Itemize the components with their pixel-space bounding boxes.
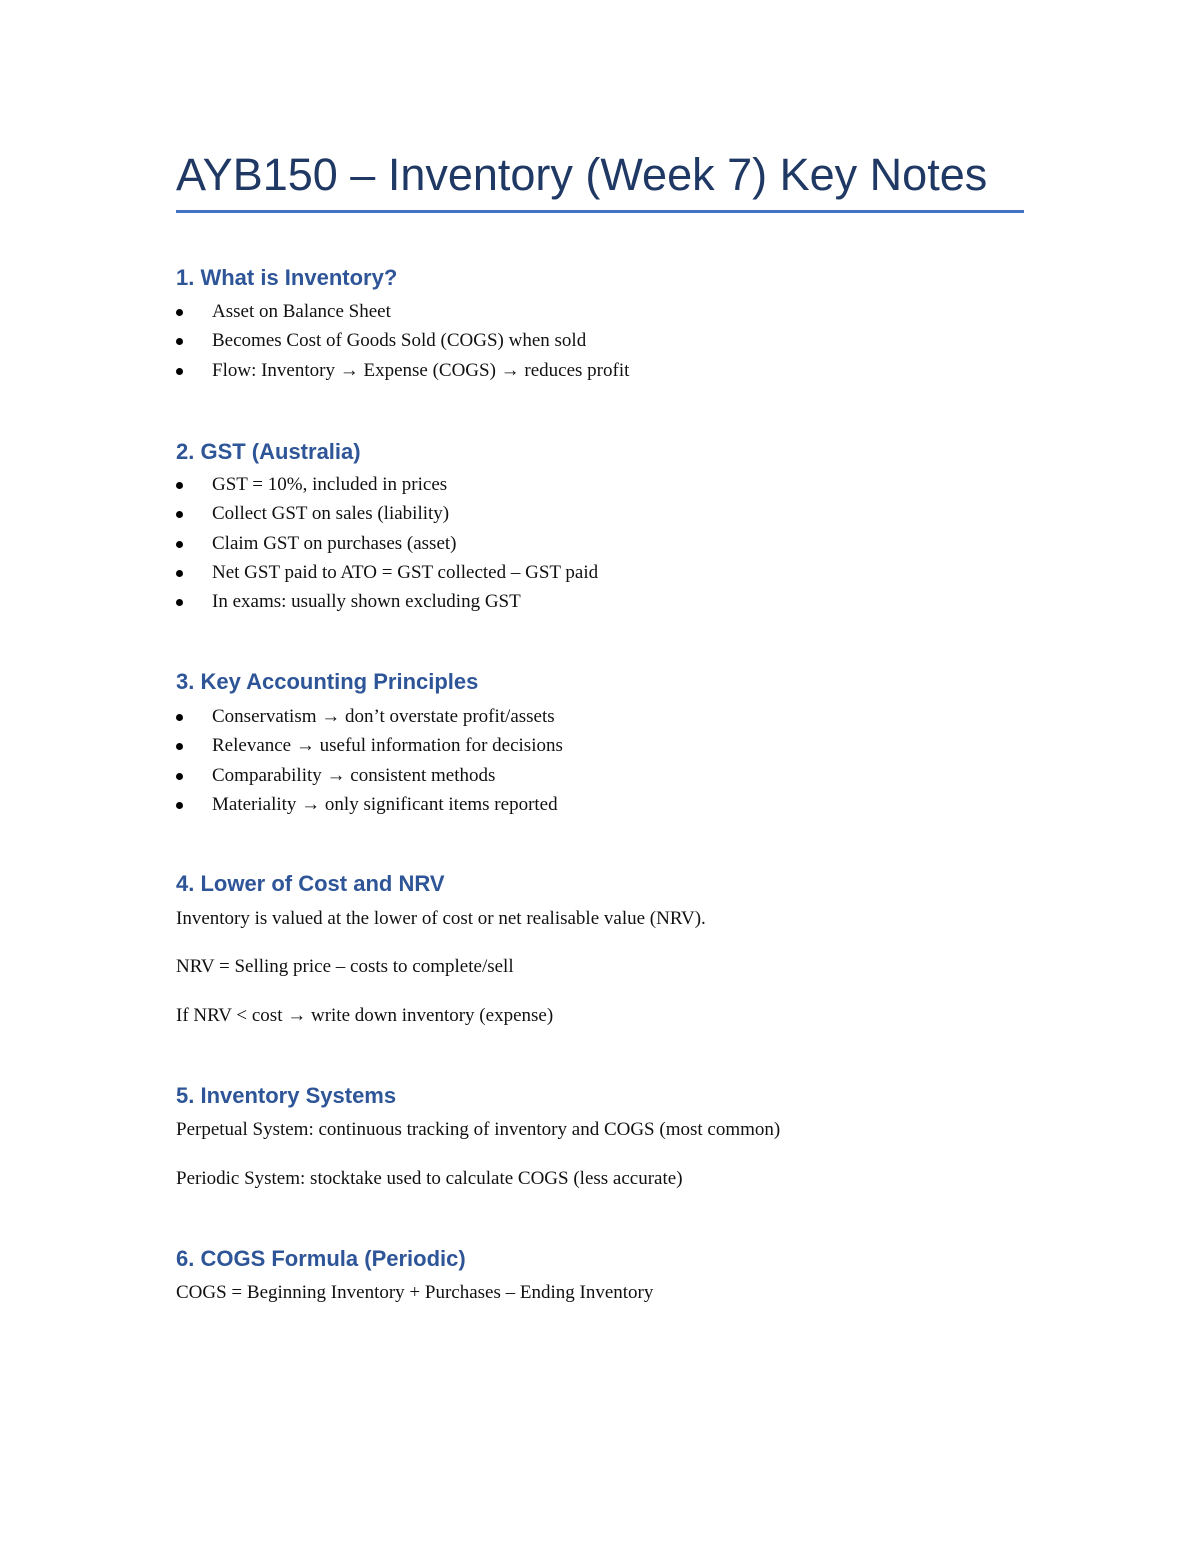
section-3-bullet-list [176, 702, 563, 819]
page-title: AYB150 – Inventory (Week 7) Key Notes [176, 149, 988, 200]
title-underline [176, 210, 1024, 213]
section-heading-3: 3. Key Accounting Principles [176, 669, 479, 694]
bullet-icon [176, 773, 183, 780]
formula-paragraph: COGS = Beginning Inventory + Purchases – Ending Inventory [176, 1282, 654, 1303]
bullet-item: Flow: Inventory → Expense (COGS) → reduces profit [176, 356, 629, 385]
bullet-icon [176, 570, 183, 577]
bullet-icon [176, 482, 183, 489]
bullet-item: Materiality → only significant items reported [176, 790, 563, 819]
bullet-icon [176, 338, 183, 345]
paragraph: NRV = Selling price – costs to complete/sell [176, 956, 514, 977]
paragraph: Perpetual System: continuous tracking of inventory and COGS (most common) [176, 1119, 781, 1140]
section-1-bullet-list [176, 297, 629, 385]
bullet-icon [176, 511, 183, 518]
section-heading-6: 6. COGS Formula (Periodic) [176, 1246, 466, 1271]
section-heading-5: 5. Inventory Systems [176, 1083, 397, 1108]
bullet-icon [176, 599, 183, 606]
bullet-item: Conservatism → don’t overstate profit/assets [176, 702, 563, 731]
bullet-icon [176, 541, 183, 548]
bullet-icon [176, 309, 183, 316]
bullet-item: Claim GST on purchases (asset) [176, 529, 598, 558]
bullet-item: Collect GST on sales (liability) [176, 499, 598, 528]
section-heading-2: 2. GST (Australia) [176, 439, 361, 464]
bullet-icon [176, 714, 183, 721]
bullet-icon [176, 368, 183, 375]
bullet-item: Becomes Cost of Goods Sold (COGS) when sold [176, 326, 629, 355]
section-2-bullet-list [176, 470, 598, 616]
bullet-icon [176, 743, 183, 750]
bullet-item: Asset on Balance Sheet [176, 297, 629, 326]
bullet-item: Relevance → useful information for decisions [176, 731, 563, 760]
bullet-icon [176, 802, 183, 809]
section-heading-4: 4. Lower of Cost and NRV [176, 871, 445, 896]
paragraph: Periodic System: stocktake used to calculate COGS (less accurate) [176, 1168, 683, 1189]
section-heading-1: 1. What is Inventory? [176, 265, 398, 290]
bullet-item: GST = 10%, included in prices [176, 470, 598, 499]
paragraph: Inventory is valued at the lower of cost or net realisable value (NRV). [176, 908, 706, 929]
paragraph: If NRV < cost → write down inventory (expense) [176, 1005, 554, 1026]
bullet-item: Comparability → consistent methods [176, 761, 563, 790]
bullet-item: Net GST paid to ATO = GST collected – GST paid [176, 558, 598, 587]
bullet-item: In exams: usually shown excluding GST [176, 587, 598, 616]
